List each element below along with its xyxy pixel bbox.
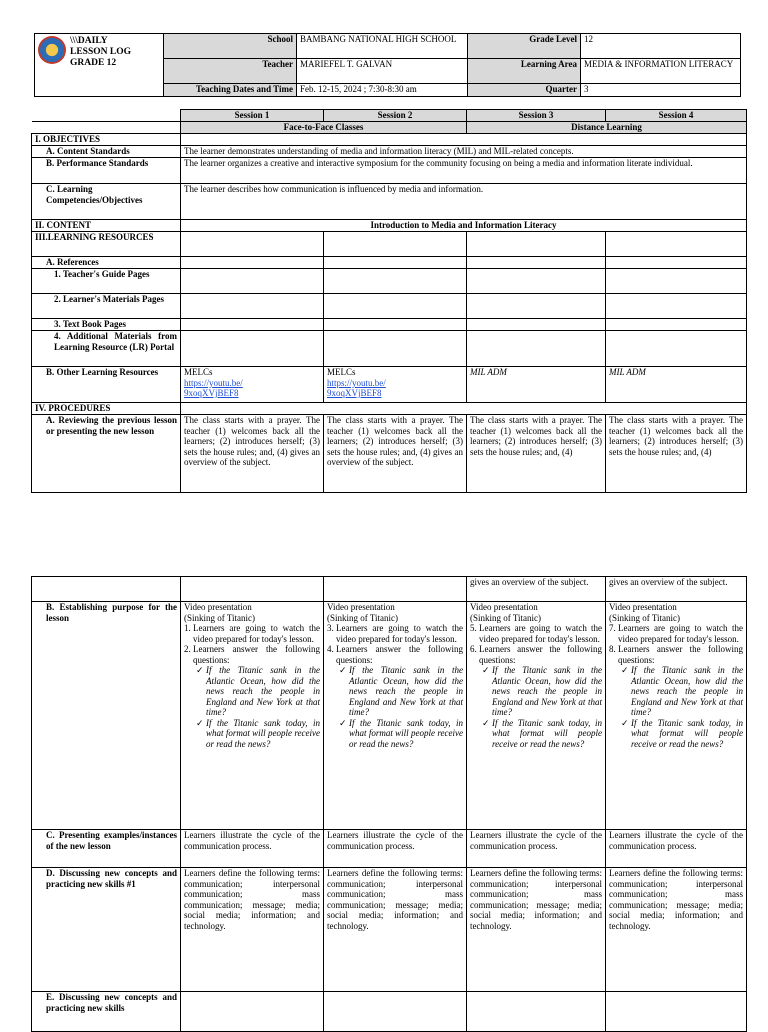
deped-seal-icon <box>38 36 66 64</box>
discussing-label: D. Discussing new concepts and practicing new skills #1 <box>32 868 181 992</box>
content-standards-label: A. Content Standards <box>32 146 181 158</box>
quarter-label: Quarter <box>468 84 581 97</box>
learners-materials-label: 2. Learner's Materials Pages <box>32 294 181 319</box>
quarter-value: 3 <box>581 84 741 97</box>
resources-label: III.LEARNING RESOURCES <box>32 232 181 257</box>
session-1-resources: MELCs https://youtu.be/ 9xoqXVjBEF8 <box>181 367 324 403</box>
competencies-label: C. Learning Competencies/Objectives <box>32 184 181 220</box>
check-icon: ✓ <box>196 717 204 728</box>
school-label: School <box>164 34 297 59</box>
additional-materials-label: 4. Additional Materials from Learning Resource (LR) Portal <box>32 331 181 367</box>
content-standards-text: The learner demonstrates understanding of media and information literacy (MIL) and MIL-related concepts. <box>181 146 747 158</box>
purpose-label: B. Establishing purpose for the lesson <box>32 602 181 830</box>
session-2-discussing: Learners define the following terms: communication; interpersonal communication; mass communication; message; media; social media; information; and technology. <box>324 868 467 992</box>
session-3-review-cont: gives an overview of the subject. <box>467 577 606 602</box>
check-icon: ✓ <box>482 717 490 728</box>
session-3-purpose: Video presentation (Sinking of Titanic) 5. Learners are going to watch the video prepared for today's lesson. 6. Learners answer the following questions: ✓ If the Titanic sank in the Atlantic Ocean, how did the news reach the people in England and New York at that time? ✓ If the Titanic sank today, in what format will people receive or read the news? <box>467 602 606 830</box>
teacher-value: MARIEFEL T. GALVAN <box>297 59 468 84</box>
objectives-label: I. OBJECTIVES <box>32 134 181 146</box>
presenting-label: C. Presenting examples/instances of the new lesson <box>32 830 181 868</box>
session-2-header: Session 2 <box>324 110 467 122</box>
review-label: A. Reviewing the previous lesson or presenting the new lesson <box>32 415 181 493</box>
video-link-2-id[interactable]: 9xoqXVjBEF8 <box>327 388 382 398</box>
grade-value: 12 <box>581 34 741 59</box>
check-icon: ✓ <box>339 717 347 728</box>
dates-label: Teaching Dates and Time <box>164 84 297 97</box>
log-title: \\\DAILY LESSON LOG GRADE 12 <box>70 36 131 68</box>
competencies-text: The learner describes how communication is influenced by media and information. <box>181 184 747 220</box>
dates-value: Feb. 12-15, 2024 ; 7:30-8:30 am <box>297 84 468 97</box>
area-value: MEDIA & INFORMATION LITERACY <box>581 59 741 84</box>
check-icon: ✓ <box>621 717 629 728</box>
teacher-label: Teacher <box>164 59 297 84</box>
session-1-header: Session 1 <box>181 110 324 122</box>
header-table <box>34 33 741 97</box>
grade-label: Grade Level <box>468 34 581 59</box>
lesson-table-page2 <box>31 576 747 1032</box>
question-1: ✓ If the Titanic sank in the Atlantic Ocean, how did the news reach the people in England and New York at that time? <box>482 665 602 717</box>
other-resources-label: B. Other Learning Resources <box>32 367 181 403</box>
session-3-review: The class starts with a prayer. The teacher (1) welcomes back all the learners; (2) introduces herself; (3) sets the house rules; and, (4) <box>467 415 606 493</box>
question-1: ✓ If the Titanic sank in the Atlantic Ocean, how did the news reach the people in England and New York at that time? <box>196 665 320 717</box>
session-1-review: The class starts with a prayer. The teacher (1) welcomes back all the learners; (2) introduces herself; (3) sets the house rules; and, (4) gives an overview of the subject. <box>181 415 324 493</box>
session-1-presenting: Learners illustrate the cycle of the communication process. <box>181 830 324 868</box>
logo-cell <box>35 34 164 97</box>
video-link-2[interactable]: https://youtu.be/ <box>327 377 386 388</box>
video-link-1[interactable]: https://youtu.be/ <box>184 377 243 388</box>
session-4-discussing: Learners define the following terms: communication; interpersonal communication; mass communication; message; media; social media; information; and technology. <box>606 868 747 992</box>
content-text: Introduction to Media and Information Literacy <box>181 220 747 232</box>
question-1: ✓ If the Titanic sank in the Atlantic Ocean, how did the news reach the people in England and New York at that time? <box>339 665 463 717</box>
session-3-header: Session 3 <box>467 110 606 122</box>
session-4-review-cont: gives an overview of the subject. <box>606 577 747 602</box>
content-label: II. CONTENT <box>32 220 181 232</box>
question-2: ✓ If the Titanic sank today, in what format will people receive or read the news? <box>339 717 463 749</box>
session-4-purpose: Video presentation (Sinking of Titanic) 7. Learners are going to watch the video prepared for today's lesson. 8. Learners answer the following questions: ✓ If the Titanic sank in the Atlantic Ocean, how did the news reach the people in England and New York at that time? ✓ If the Titanic sank today, in what format will people receive or read the news? <box>606 602 747 830</box>
session-2-purpose: Video presentation (Sinking of Titanic) 3. Learners are going to watch the video prepared for today's lesson. 4. Learners answer the following questions: ✓ If the Titanic sank in the Atlantic Ocean, how did the news reach the people in England and New York at that time? ✓ If the Titanic sank today, in what format will people receive or read the news? <box>324 602 467 830</box>
distance-learning-header: Distance Learning <box>467 122 747 134</box>
session-4-review: The class starts with a prayer. The teacher (1) welcomes back all the learners; (2) introduces herself; (3) sets the house rules; and, (4) <box>606 415 747 493</box>
session-4-resources: MIL ADM <box>606 367 747 403</box>
session-1-discussing: Learners define the following terms: communication; interpersonal communication; mass communication; message; media; social media; information; and technology. <box>181 868 324 992</box>
discussing2-label: E. Discussing new concepts and practicing new skills <box>32 992 181 1032</box>
question-2: ✓ If the Titanic sank today, in what format will people receive or read the news? <box>621 717 743 749</box>
check-icon: ✓ <box>482 665 490 675</box>
session-4-header: Session 4 <box>606 110 747 122</box>
check-icon: ✓ <box>196 665 204 675</box>
session-3-discussing: Learners define the following terms: communication; interpersonal communication; mass communication; message; media; social media; information; and technology. <box>467 868 606 992</box>
video-link-1-id[interactable]: 9xoqXVjBEF8 <box>184 388 239 398</box>
face-to-face-header: Face-to-Face Classes <box>181 122 467 134</box>
question-2: ✓ If the Titanic sank today, in what format will people receive or read the news? <box>196 717 320 749</box>
area-label: Learning Area <box>468 59 581 84</box>
session-4-presenting: Learners illustrate the cycle of the communication process. <box>606 830 747 868</box>
lesson-table-page1 <box>31 109 747 493</box>
session-2-review: The class starts with a prayer. The teacher (1) welcomes back all the learners; (2) introduces herself; (3) sets the house rules; and, (4) gives an overview of the subject. <box>324 415 467 493</box>
question-2: ✓ If the Titanic sank today, in what format will people receive or read the news? <box>482 717 602 749</box>
performance-text: The learner organizes a creative and interactive symposium for the community focusing on being a media and information literate individual. <box>181 158 747 184</box>
question-1: ✓ If the Titanic sank in the Atlantic Ocean, how did the news reach the people in England and New York at that time? <box>621 665 743 717</box>
session-2-presenting: Learners illustrate the cycle of the communication process. <box>324 830 467 868</box>
session-3-resources: MIL ADM <box>467 367 606 403</box>
check-icon: ✓ <box>339 665 347 675</box>
references-label: A. References <box>32 257 181 269</box>
session-1-purpose: Video presentation (Sinking of Titanic) 1. Learners are going to watch the video prepared for today's lesson. 2. Learners answer the following questions: ✓ If the Titanic sank in the Atlantic Ocean, how did the news reach the people in England and New York at that time? ✓ If the Titanic sank today, in what format will people receive or read the news? <box>181 602 324 830</box>
procedures-label: IV. PROCEDURES <box>32 403 181 415</box>
school-value: BAMBANG NATIONAL HIGH SCHOOL <box>297 34 468 59</box>
performance-label: B. Performance Standards <box>32 158 181 184</box>
session-3-presenting: Learners illustrate the cycle of the communication process. <box>467 830 606 868</box>
check-icon: ✓ <box>621 665 629 675</box>
textbook-label: 3. Text Book Pages <box>32 319 181 331</box>
session-2-resources: MELCs https://youtu.be/ 9xoqXVjBEF8 <box>324 367 467 403</box>
teachers-guide-label: 1. Teacher's Guide Pages <box>32 269 181 294</box>
